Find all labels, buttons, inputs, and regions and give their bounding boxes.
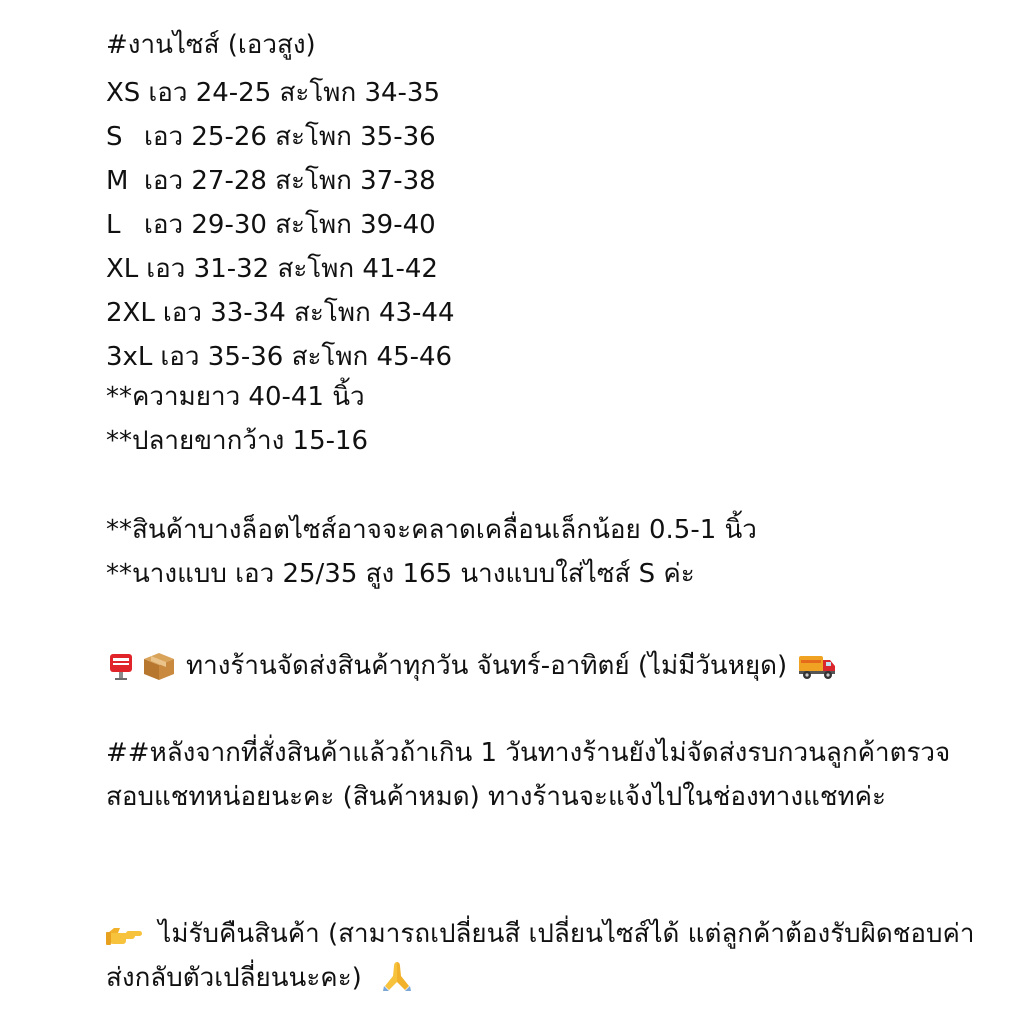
return-policy-text: ไม่รับคืนสินค้า (สามารถเปลี่ยนสี เปลี่ยนไซส์ได้ แต่ลูกค้าต้องรับผิดชอบค่าส่งกลับตัวเปลี่ยนนะคะ): [106, 919, 975, 993]
model-note: **นางแบบ เอว 25/35 สูง 165 นางแบบใส่ไซส์ S ค่ะ: [106, 559, 695, 589]
size-row-xs: [106, 71, 440, 115]
size-row-2xl: [106, 291, 455, 335]
size-row-l: [106, 203, 436, 247]
size-code: S: [106, 122, 123, 152]
size-measurements: เอว 27-28 สะโพก 37-38: [144, 166, 436, 196]
hem-note: **ปลายขากว้าง 15-16: [106, 426, 369, 456]
package-icon: [142, 651, 176, 681]
lot-variance-note: **สินค้าบางล็อตไซส์อาจจะคลาดเคลื่อนเล็กน้อย 0.5-1 นิ้ว: [106, 515, 757, 545]
pointing-hand-icon: [106, 919, 144, 947]
shipping-text: ทางร้านจัดส่งสินค้าทุกวัน จันทร์-อาทิตย์ (ไม่มีวันหยุด): [186, 651, 788, 681]
size-code: 3xL: [106, 342, 153, 372]
size-row-3xl: [106, 335, 452, 379]
delay-note: ##หลังจากที่สั่งสินค้าแล้วถ้าเกิน 1 วันทางร้านยังไม่จัดส่งรบกวนลูกค้าตรวจสอบแชทหน่อยนะคะ (สินค้าหมด) ทางร้านจะแจ้งไปในช่องทางแชทค่ะ: [106, 738, 951, 812]
size-code: L: [106, 210, 121, 240]
heading: #งานไซส์ (เอวสูง): [106, 30, 316, 60]
praying-hands-icon: [378, 958, 416, 992]
length-note: **ความยาว 40-41 นิ้ว: [106, 382, 365, 412]
size-measurements: เอว 35-36 สะโพก 45-46: [160, 342, 453, 372]
size-row-m: [106, 159, 436, 203]
size-measurements: เอว 24-25 สะโพก 34-35: [148, 78, 441, 108]
return-policy: [106, 912, 986, 1000]
mailbox-icon: [106, 651, 136, 681]
size-code: XL: [106, 254, 139, 284]
size-measurements: เอว 31-32 สะโพก 41-42: [146, 254, 438, 284]
size-code: M: [106, 166, 129, 196]
delivery-truck-icon: [797, 651, 837, 681]
size-code: 2XL: [106, 298, 155, 328]
size-row-s: [106, 115, 436, 159]
size-measurements: เอว 29-30 สะโพก 39-40: [144, 210, 436, 240]
size-measurements: เอว 25-26 สะโพก 35-36: [144, 122, 436, 152]
size-measurements: เอว 33-34 สะโพก 43-44: [162, 298, 455, 328]
size-row-xl: [106, 247, 438, 291]
size-code: XS: [106, 78, 141, 108]
shipping-line: [106, 644, 837, 688]
